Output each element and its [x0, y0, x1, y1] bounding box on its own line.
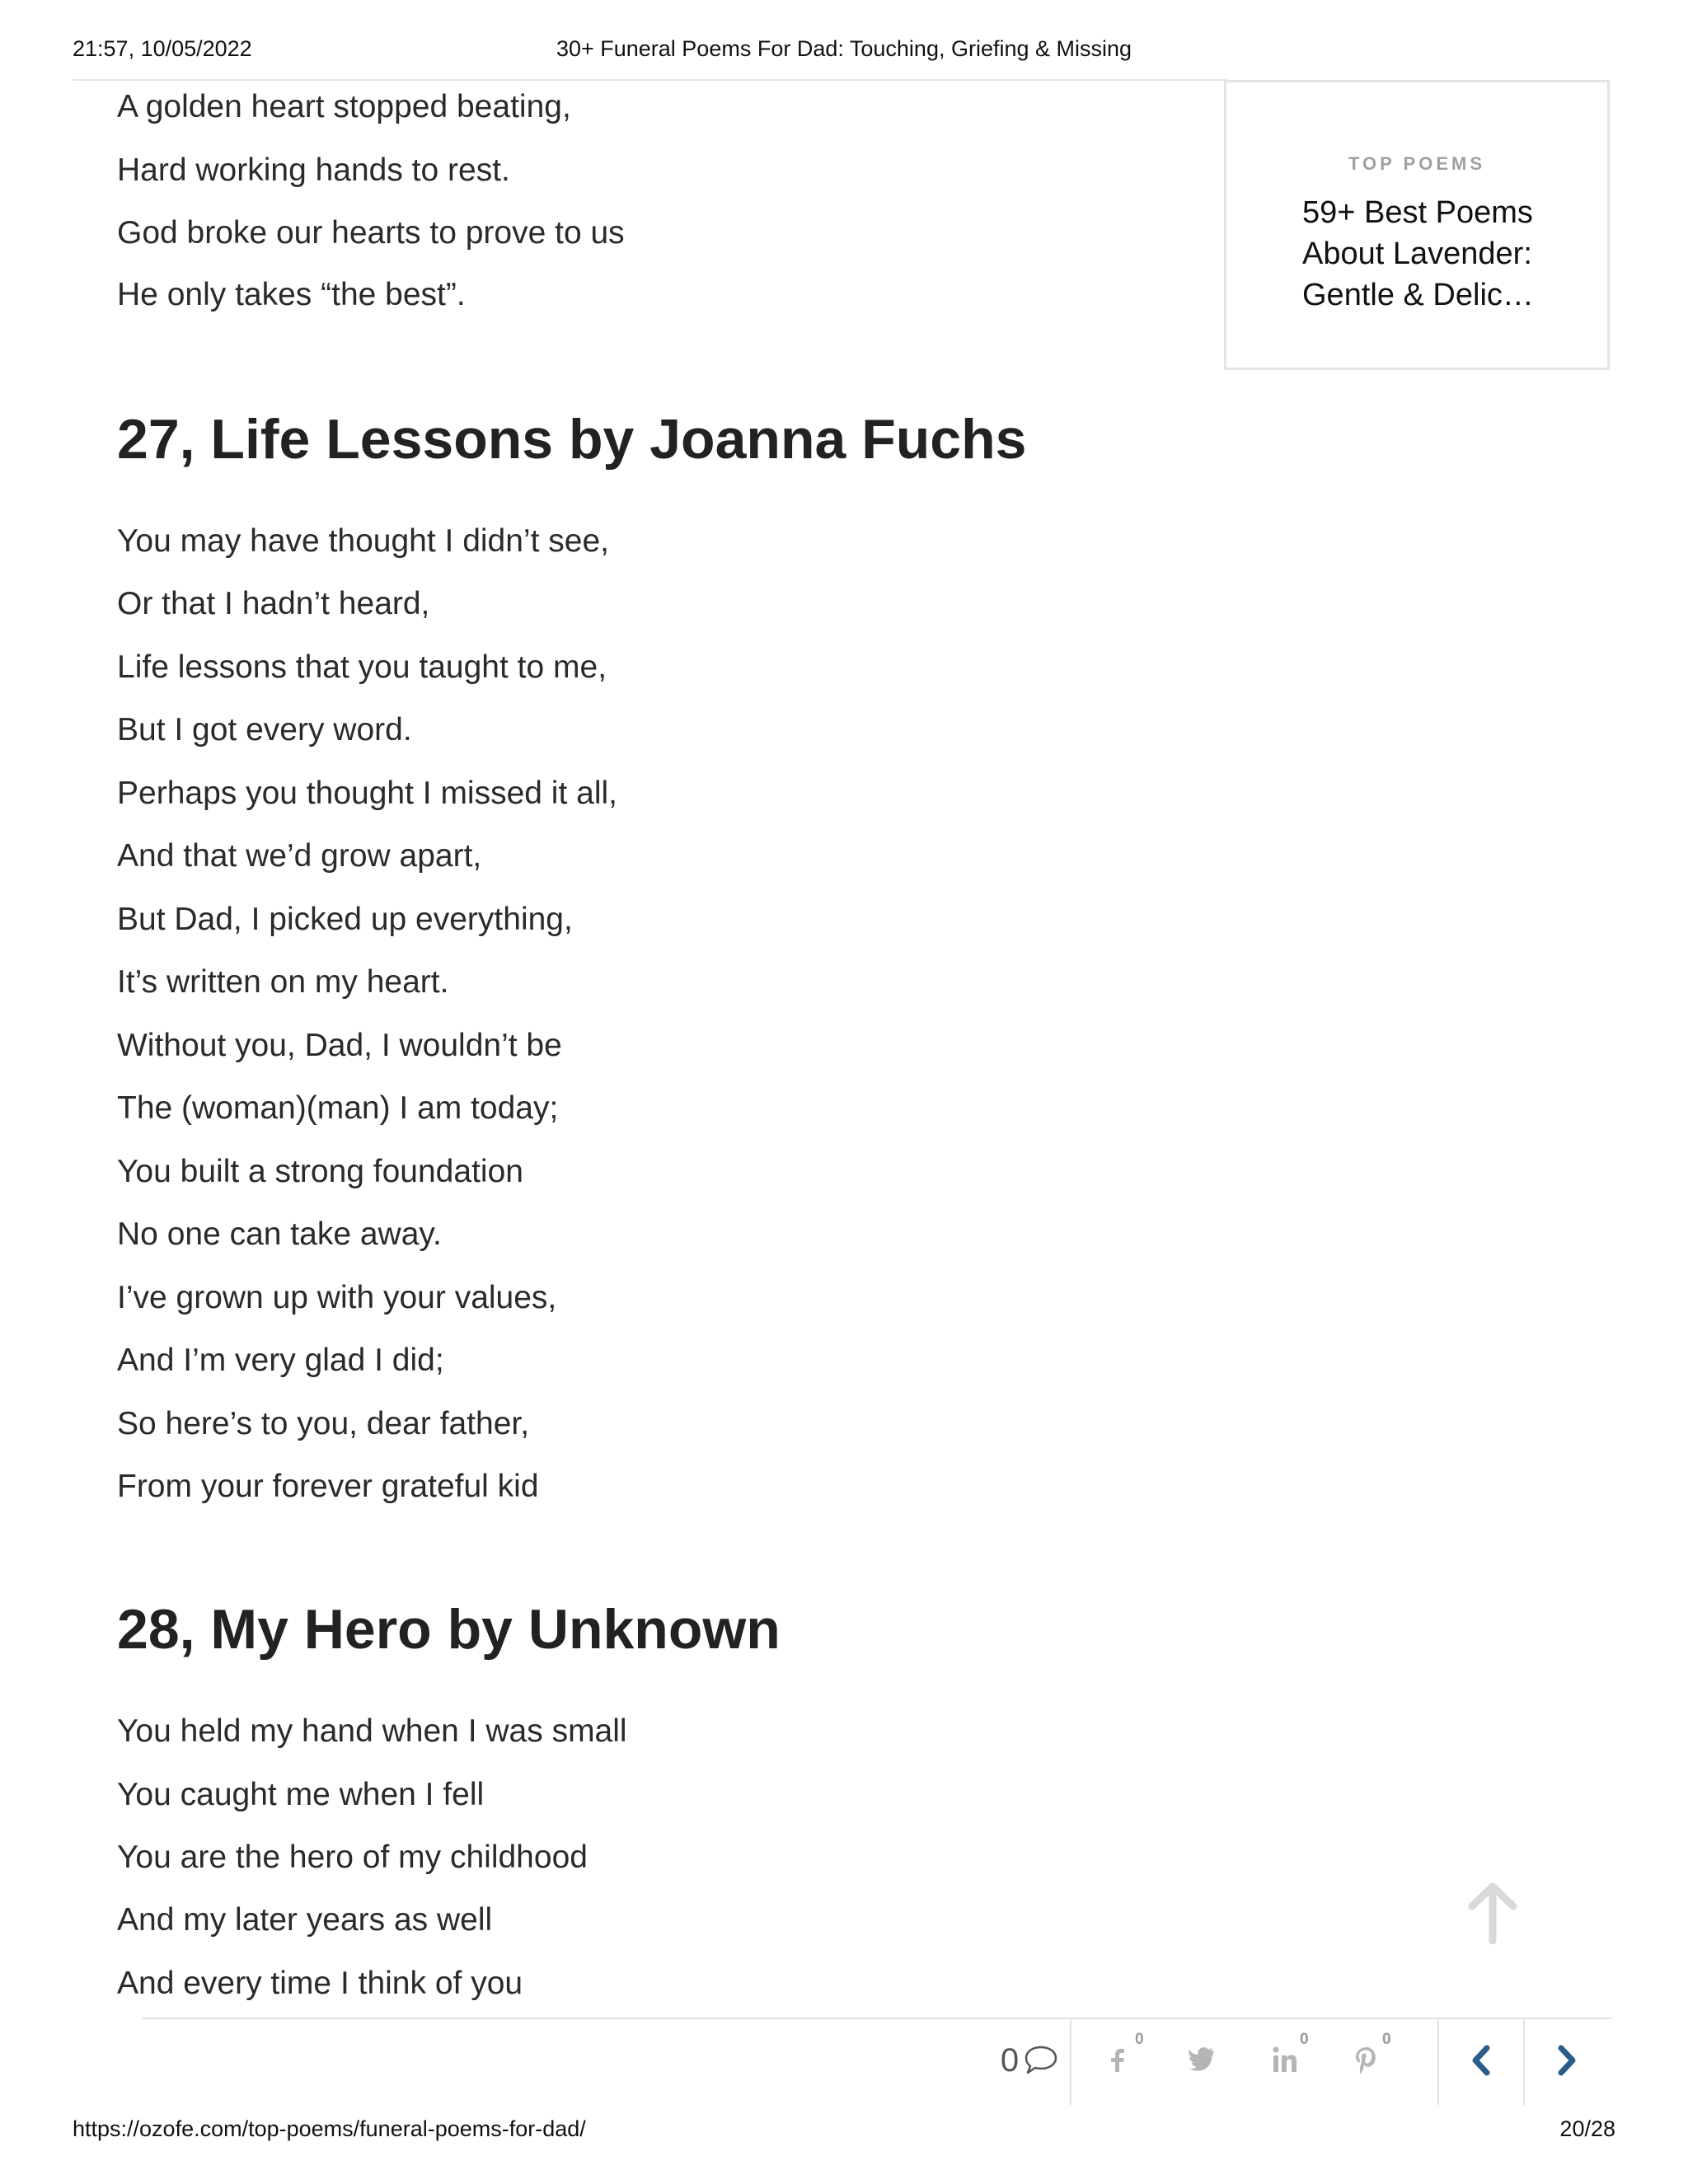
share-count: 0: [1135, 2031, 1144, 2048]
poem-line: From your forever grateful kid: [117, 1469, 539, 1504]
chevron-right-icon: [1554, 2044, 1579, 2077]
bar-divider: [1070, 2019, 1071, 2105]
poem-heading: 28, My Hero by Unknown: [117, 1598, 781, 1661]
poem-line: Perhaps you thought I missed it all,: [117, 776, 617, 811]
chevron-left-icon: [1469, 2044, 1493, 2077]
poem-line: You built a strong foundation: [117, 1154, 523, 1189]
poem-line: And my later years as well: [117, 1902, 493, 1938]
poem-line: No one can take away.: [117, 1216, 442, 1252]
print-datetime: 21:57, 10/05/2022: [73, 36, 252, 61]
previous-page-button[interactable]: [1439, 2019, 1523, 2102]
linkedin-icon: [1271, 2046, 1297, 2074]
print-footer: [73, 2116, 1615, 2146]
share-count: 0: [1300, 2031, 1309, 2048]
pinterest-icon: [1353, 2046, 1378, 2075]
poem-line: So here’s to you, dear father,: [117, 1406, 530, 1441]
poem-line: But I got every word.: [117, 712, 412, 748]
poem-line: You are the hero of my childhood: [117, 1840, 588, 1875]
next-page-button[interactable]: [1525, 2019, 1609, 2102]
poem-line: You may have thought I didn’t see,: [117, 523, 609, 559]
poem-line: It’s written on my heart.: [117, 964, 449, 1000]
bottom-share-bar: [142, 2018, 1612, 2103]
poem-line: You held my hand when I was small: [117, 1713, 627, 1749]
arrow-up-icon: [1465, 1882, 1520, 1944]
share-twitter-button[interactable]: [1172, 2019, 1246, 2102]
poem-line: And I’m very glad I did;: [117, 1343, 444, 1378]
poem-line: A golden heart stopped beating,: [117, 89, 571, 124]
comment-count: 0: [1000, 2041, 1020, 2079]
poem-line: Hard working hands to rest.: [117, 152, 510, 188]
poem-heading: 27, Life Lessons by Joanna Fuchs: [117, 408, 1027, 471]
poem-line: And every time I think of you: [117, 1966, 523, 2001]
page-number: 20/28: [1559, 2116, 1615, 2141]
poem-line: God broke our hearts to prove to us: [117, 215, 625, 251]
share-facebook-button[interactable]: [1090, 2019, 1164, 2102]
comments-button[interactable]: [976, 2019, 1083, 2102]
poem-line: I’ve grown up with your values,: [117, 1280, 557, 1315]
page-url: https://ozofe.com/top-poems/funeral-poems-for-dad/: [73, 2116, 586, 2141]
back-to-top-button[interactable]: [1465, 1882, 1520, 1944]
widget-label: TOP POEMS: [1348, 153, 1485, 174]
print-header: [73, 36, 1615, 69]
facebook-icon: [1106, 2046, 1131, 2075]
poem-line: Life lessons that you taught to me,: [117, 649, 607, 685]
top-poems-widget: [1224, 80, 1610, 370]
poem-line: And that we’d grow apart,: [117, 838, 482, 874]
print-page-title: 30+ Funeral Poems For Dad: Touching, Griefing & Missing: [556, 36, 1132, 61]
top-poem-link-text: About Lavender:: [1302, 237, 1532, 271]
poem-line: Or that I hadn’t heard,: [117, 586, 430, 621]
poem-line: Without you, Dad, I wouldn’t be: [117, 1028, 562, 1063]
share-count: 0: [1382, 2031, 1391, 2048]
poem-line: You caught me when I fell: [117, 1777, 485, 1812]
share-linkedin-button[interactable]: [1254, 2019, 1329, 2102]
twitter-icon: [1189, 2046, 1218, 2072]
top-poem-link[interactable]: [1302, 192, 1550, 316]
header-divider: [73, 79, 1226, 81]
share-pinterest-button[interactable]: [1337, 2019, 1411, 2102]
comment-bubble-icon: [1024, 2044, 1058, 2077]
poem-line: He only takes “the best”.: [117, 277, 466, 312]
poem-line: But Dad, I picked up everything,: [117, 902, 573, 937]
top-poem-link-text: 59+ Best Poems: [1302, 195, 1533, 230]
top-poem-link-text: Gentle & Delic…: [1302, 278, 1534, 312]
poem-line: The (woman)(man) I am today;: [117, 1090, 559, 1126]
